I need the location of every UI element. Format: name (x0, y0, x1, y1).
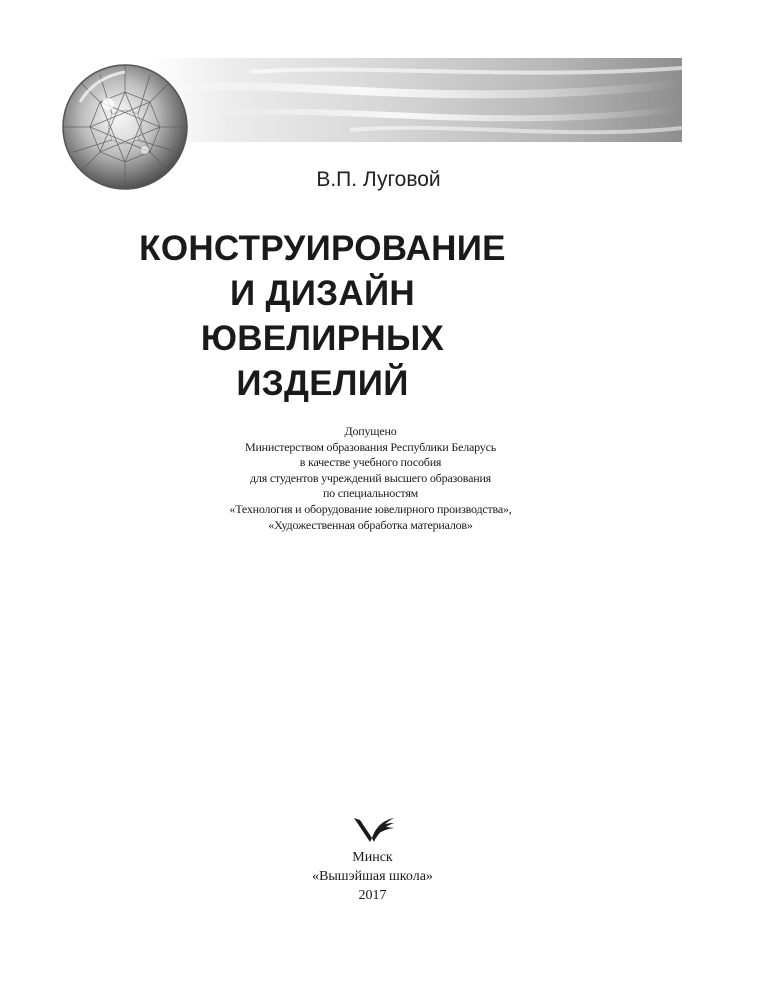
approval-line: для студентов учреждений высшего образования (250, 470, 491, 485)
header-banner (150, 58, 682, 142)
author-name: В.П. Луговой (316, 168, 441, 191)
publisher-logo-icon (352, 812, 396, 846)
imprint-publisher: «Вышэйшая школа» (312, 869, 433, 884)
approval-line: в качестве учебного пособия (299, 455, 442, 470)
title-line: ИЗДЕЛИЙ (236, 364, 409, 403)
approval-line: Допущено (344, 424, 397, 438)
approval-note (0, 424, 741, 533)
approval-line: «Технология и оборудование ювелирного производства», (229, 501, 512, 516)
imprint-year: 2017 (358, 888, 387, 903)
approval-line: «Художественная обработка материалов» (268, 517, 473, 532)
title-line: И ДИЗАЙН (229, 274, 415, 313)
title-line: КОНСТРУИРОВАНИЕ (139, 229, 506, 268)
approval-line: по специальностям (322, 486, 419, 501)
imprint-city: Минск (352, 850, 393, 865)
approval-line: Министерством образования Республики Беларусь (244, 439, 497, 454)
book-title (0, 226, 645, 406)
title-line: ЮВЕЛИРНЫХ (200, 319, 445, 358)
imprint (0, 848, 745, 905)
